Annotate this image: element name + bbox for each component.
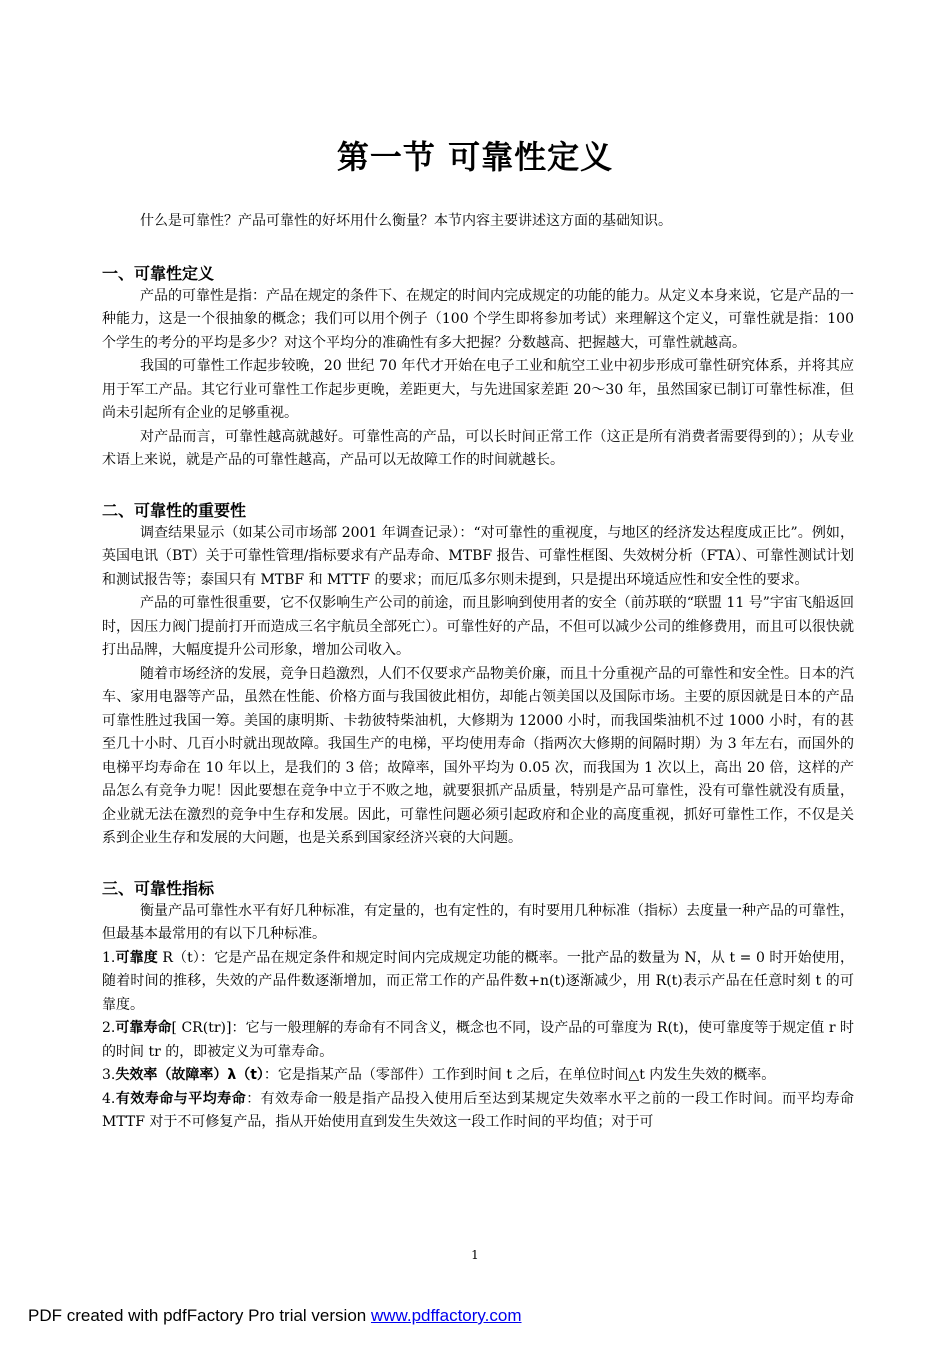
item-text: ：有效寿命一般是指产品投入使用后至达到某规定失效率水平之前的一段工作时间。而平均寿命 MTTF 对于不可修复产品，指从开始使用直到发生失效这一段工作时间的平均值；对于可 — [102, 1090, 855, 1130]
list-item — [102, 1064, 854, 1088]
item-text: R（t）：它是产品在规定条件和规定时间内完成规定功能的概率。一批产品的数量为 N，从 t = 0 时开始使用，随着时间的推移，失效的产品件数逐渐增加，而正常工作的产品件数+n(t)逐渐减少，用 R(t)表示产品在任意时刻 t 的可靠度。 — [102, 949, 854, 1013]
pdf-footer — [28, 1306, 522, 1326]
section-heading: 二、可靠性的重要性 — [102, 500, 247, 520]
section-heading: 三、可靠性指标 — [102, 878, 215, 898]
intro-paragraph: 什么是可靠性？产品可靠性的好坏用什么衡量？本节内容主要讲述这方面的基础知识。 — [140, 213, 672, 229]
list-item — [102, 947, 854, 1018]
item-term: 可靠寿命 — [115, 1020, 172, 1036]
document-body — [102, 210, 854, 1161]
footer-text: PDF created with pdfFactory Pro trial version — [28, 1306, 371, 1325]
paragraph: 衡量产品可靠性水平有好几种标准，有定量的，也有定性的，有时要用几种标准（指标）去度量一种产品的可靠性，但最基本最常用的有以下几种标准。 — [102, 902, 854, 942]
footer-link[interactable]: www.pdffactory.com — [370, 1306, 522, 1325]
item-term: 失效率（故障率）λ（t） — [115, 1067, 264, 1083]
paragraph: 调查结果显示（如某公司市场部 2001 年调查记录）：“对可靠性的重视度，与地区的经济发达程度成正比”。例如，英国电讯（BT）关于可靠性管理/指标要求有产品寿命、MTBF 报告、可靠性框图、失效树分析（FTA）、可靠性测试计划和测试报告等；泰国只有 MTBF 和 MTTF 的要求；而厄瓜多尔则未提到，只是提出环境适应性和安全性的要求。 — [102, 524, 854, 588]
paragraph: 随着市场经济的发展，竞争日趋激烈，人们不仅要求产品物美价廉，而且十分重视产品的可靠性和安全性。日本的汽车、家用电器等产品，虽然在性能、价格方面与我国彼此相仿，却能占领美国以及国际市场。主要的原因就是日本的产品可靠性胜过我国一筹。美国的康明斯、卡勃彼特柴油机，大修期为 12000 小时，而我国柴油机不过 1000 小时，有的甚至几十小时、几百小时就出现故障。我国生产的电梯，平均使用寿命（指两次大修期的间隔时期）为 3 年左右，而国外的电梯平均寿命在 10 年以上，是我们的 3 倍；故障率，国外平均为 0.05 次，而我国为 1 次以上，高出 20 倍，这样的产品怎么有竞争力呢！因此要想在竞争中立于不败之地，就要狠抓产品质量，特别是产品可靠性，没有可靠性就没有质量，企业就无法在激烈的竞争中生存和发展。因此，可靠性问题必须引起政府和企业的高度重视，抓好可靠性工作，不仅是关系到企业生存和发展的大问题，也是关系到国家经济兴衰的大问题。 — [102, 665, 854, 846]
paragraph: 产品的可靠性很重要，它不仅影响生产公司的前途，而且影响到使用者的安全（前苏联的“联盟 11 号”宇宙飞船返回时，因压力阀门提前打开而造成三名宇航员全部死亡）。可靠性好的产品，不但可以减少公司的维修费用，而且可以很快就打出品牌，大幅度提升公司形象，增加公司收入。 — [102, 595, 854, 658]
paragraph: 对产品而言，可靠性越高就越好。可靠性高的产品，可以长时间正常工作（这正是所有消费者需要得到的）；从专业术语上来说，就是产品的可靠性越高，产品可以无故障工作的时间就越长。 — [102, 428, 854, 468]
list-item — [102, 1088, 854, 1135]
item-number: 2. — [102, 1020, 116, 1036]
item-term: 有效寿命与平均寿命 — [115, 1090, 247, 1107]
page-number: 1 — [471, 1248, 479, 1262]
item-text: [ CR(tr)]：它与一般理解的寿命有不同含义，概念也不同，设产品的可靠度为 R(t)，使可靠度等于规定值 r 时的时间 tr 的，即被定义为可靠寿命。 — [102, 1020, 854, 1060]
section-definition — [102, 262, 854, 473]
page-title: 第一节 可靠性定义 — [336, 138, 614, 176]
item-number: 4. — [102, 1090, 116, 1107]
section-importance — [102, 499, 854, 851]
list-item — [102, 1017, 854, 1064]
section-indicators — [102, 877, 854, 1135]
paragraph: 产品的可靠性是指：产品在规定的条件下、在规定的时间内完成规定的功能的能力。从定义本身来说，它是产品的一种能力，这是一个很抽象的概念；我们可以用个例子（100 个学生即将参加考试）来理解这个定义，可靠性就是指：100 个学生的考分的平均是多少？对这个平均分的准确性有多大把握？分数越高、把握越大，可靠性就越高。 — [102, 287, 854, 351]
paragraph: 我国的可靠性工作起步较晚，20 世纪 70 年代才开始在电子工业和航空工业中初步形成可靠性研究体系，并将其应用于军工产品。其它行业可靠性工作起步更晚，差距更大，与先进国家差距 20～30 年，虽然国家已制订可靠性标准，但尚未引起所有企业的足够重视。 — [102, 358, 854, 421]
section-heading: 一、可靠性定义 — [102, 263, 215, 283]
item-term: 可靠度 — [115, 949, 158, 966]
item-number: 3. — [102, 1067, 116, 1083]
item-number: 1. — [102, 949, 116, 966]
item-text: ：它是指某产品（零部件）工作到时间 t 之后，在单位时间△t 内发生失效的概率。 — [263, 1067, 776, 1083]
